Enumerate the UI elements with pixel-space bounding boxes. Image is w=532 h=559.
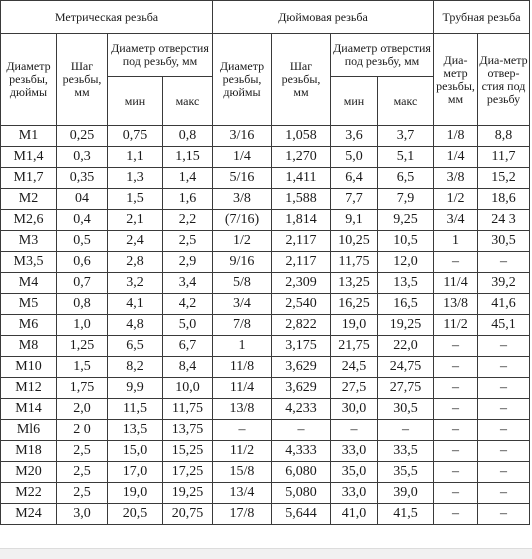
pipe-diameter-cell: –	[434, 399, 478, 420]
pipe-diameter-cell: –	[434, 441, 478, 462]
inch-diameter-cell: 3/16	[213, 126, 272, 147]
inch-hole-max-cell: –	[378, 420, 434, 441]
inch-hole-min-cell: 5,0	[331, 147, 378, 168]
inch-hole-max-cell: 24,75	[378, 357, 434, 378]
pipe-diameter-cell: 3/4	[434, 210, 478, 231]
inch-hole-min-cell: 27,5	[331, 378, 378, 399]
metric-diameter-cell: Мl6	[1, 420, 57, 441]
metric-hole-max-cell: 15,25	[163, 441, 213, 462]
metric-hole-max-cell: 1,4	[163, 168, 213, 189]
pipe-diameter-cell: 11/4	[434, 273, 478, 294]
metric-hole-min-cell: 3,2	[108, 273, 163, 294]
metric-thread-group-header: Метрическая резьба	[1, 1, 213, 34]
pipe-diameter-cell: –	[434, 252, 478, 273]
metric-diameter-cell: М1,4	[1, 147, 57, 168]
pipe-hole-diameter-cell: –	[478, 336, 530, 357]
inch-hole-min-cell: 9,1	[331, 210, 378, 231]
metric-pitch-cell: 1,5	[57, 357, 108, 378]
table-row	[1, 483, 530, 504]
inch-pitch-cell: 1,588	[272, 189, 331, 210]
metric-diameter-cell: М10	[1, 357, 57, 378]
thread-table-body	[1, 126, 530, 525]
table-row	[1, 336, 530, 357]
inch-hole-min-cell: 11,75	[331, 252, 378, 273]
metric-hole-min-cell: 4,1	[108, 294, 163, 315]
metric-hole-max-cell: 8,4	[163, 357, 213, 378]
metric-hole-max-cell: 2,9	[163, 252, 213, 273]
inch-hole-diameter-header: Диаметр отверстия под резьбу, мм	[331, 34, 434, 77]
metric-pitch-cell: 2 0	[57, 420, 108, 441]
inch-hole-min-cell: 24,5	[331, 357, 378, 378]
inch-diameter-cell: 1	[213, 336, 272, 357]
metric-hole-max-cell: 17,25	[163, 462, 213, 483]
metric-hole-min-cell: 1,1	[108, 147, 163, 168]
pipe-diameter-cell: –	[434, 336, 478, 357]
inch-hole-max-cell: 5,1	[378, 147, 434, 168]
inch-hole-max-cell: 19,25	[378, 315, 434, 336]
pipe-diameter-cell: –	[434, 483, 478, 504]
inch-diameter-cell: 5/16	[213, 168, 272, 189]
inch-hole-max-cell: 39,0	[378, 483, 434, 504]
pipe-diameter-cell: 13/8	[434, 294, 478, 315]
inch-hole-max-cell: 30,5	[378, 399, 434, 420]
inch-diameter-header: Диаметр резьбы, дюймы	[213, 34, 272, 126]
inch-diameter-cell: 9/16	[213, 252, 272, 273]
inch-pitch-cell: 6,080	[272, 462, 331, 483]
table-row	[1, 210, 530, 231]
metric-hole-max-cell: 20,75	[163, 504, 213, 525]
pipe-diameter-cell: –	[434, 504, 478, 525]
pipe-hole-diameter-cell: 8,8	[478, 126, 530, 147]
inch-pitch-cell: 2,309	[272, 273, 331, 294]
inch-hole-max-cell: 9,25	[378, 210, 434, 231]
pipe-diameter-header: Диа-метр резьбы, мм	[434, 34, 478, 126]
inch-hole-min-cell: 7,7	[331, 189, 378, 210]
pipe-hole-diameter-cell: –	[478, 420, 530, 441]
inch-diameter-cell: 13/8	[213, 399, 272, 420]
inch-pitch-cell: 1,270	[272, 147, 331, 168]
metric-hole-max-cell: 1,15	[163, 147, 213, 168]
metric-hole-min-cell: 2,8	[108, 252, 163, 273]
inch-hole-min-cell: 10,25	[331, 231, 378, 252]
inch-hole-min-cell: 16,25	[331, 294, 378, 315]
metric-hole-min-cell: 17,0	[108, 462, 163, 483]
metric-diameter-cell: М8	[1, 336, 57, 357]
pipe-hole-diameter-header: Диа-метр отвер-стия под резьбу	[478, 34, 530, 126]
table-row	[1, 252, 530, 273]
inch-pitch-cell: 1,411	[272, 168, 331, 189]
pipe-hole-diameter-cell: –	[478, 357, 530, 378]
inch-hole-min-cell: 3,6	[331, 126, 378, 147]
metric-diameter-cell: М3	[1, 231, 57, 252]
table-row	[1, 273, 530, 294]
metric-pitch-cell: 0,5	[57, 231, 108, 252]
metric-pitch-cell: 0,3	[57, 147, 108, 168]
inch-pitch-header: Шаг резьбы, мм	[272, 34, 331, 126]
inch-pitch-cell: 2,117	[272, 252, 331, 273]
inch-hole-max-cell: 12,0	[378, 252, 434, 273]
metric-hole-max-cell: 2,2	[163, 210, 213, 231]
pipe-hole-diameter-cell: 15,2	[478, 168, 530, 189]
inch-hole-min-cell: –	[331, 420, 378, 441]
inch-pitch-cell: 1,814	[272, 210, 331, 231]
metric-diameter-cell: М12	[1, 378, 57, 399]
metric-diameter-cell: М5	[1, 294, 57, 315]
metric-hole-min-cell: 2,4	[108, 231, 163, 252]
pipe-diameter-cell: –	[434, 420, 478, 441]
inch-hole-max-cell: 6,5	[378, 168, 434, 189]
metric-pitch-cell: 1,75	[57, 378, 108, 399]
metric-pitch-cell: 2,0	[57, 399, 108, 420]
metric-hole-max-cell: 0,8	[163, 126, 213, 147]
inch-hole-min-cell: 13,25	[331, 273, 378, 294]
inch-hole-min-header: мин	[331, 77, 378, 126]
metric-diameter-cell: М1	[1, 126, 57, 147]
table-row	[1, 357, 530, 378]
table-row	[1, 189, 530, 210]
inch-diameter-cell: 5/8	[213, 273, 272, 294]
pipe-thread-group-header: Трубная резьба	[434, 1, 530, 34]
inch-pitch-cell: 5,080	[272, 483, 331, 504]
metric-hole-min-cell: 6,5	[108, 336, 163, 357]
metric-hole-min-cell: 11,5	[108, 399, 163, 420]
pipe-hole-diameter-cell: 45,1	[478, 315, 530, 336]
table-row	[1, 168, 530, 189]
inch-hole-min-cell: 6,4	[331, 168, 378, 189]
metric-diameter-cell: М14	[1, 399, 57, 420]
page-footer-strip	[0, 548, 532, 559]
inch-hole-max-cell: 41,5	[378, 504, 434, 525]
inch-diameter-cell: 15/8	[213, 462, 272, 483]
inch-hole-min-cell: 30,0	[331, 399, 378, 420]
inch-hole-min-cell: 33,0	[331, 483, 378, 504]
pipe-hole-diameter-cell: 30,5	[478, 231, 530, 252]
inch-hole-min-cell: 19,0	[331, 315, 378, 336]
metric-hole-min-cell: 15,0	[108, 441, 163, 462]
metric-diameter-cell: М4	[1, 273, 57, 294]
metric-hole-max-cell: 13,75	[163, 420, 213, 441]
inch-diameter-cell: 1/4	[213, 147, 272, 168]
pipe-hole-diameter-cell: 41,6	[478, 294, 530, 315]
inch-diameter-cell: (7/16)	[213, 210, 272, 231]
metric-diameter-cell: М3,5	[1, 252, 57, 273]
metric-hole-min-cell: 20,5	[108, 504, 163, 525]
inch-hole-max-cell: 7,9	[378, 189, 434, 210]
inch-hole-max-cell: 3,7	[378, 126, 434, 147]
inch-pitch-cell: 2,540	[272, 294, 331, 315]
metric-pitch-cell: 0,25	[57, 126, 108, 147]
pipe-hole-diameter-cell: 39,2	[478, 273, 530, 294]
pipe-hole-diameter-cell: 24 3	[478, 210, 530, 231]
metric-pitch-cell: 04	[57, 189, 108, 210]
metric-diameter-header: Диаметр резьбы, дюймы	[1, 34, 57, 126]
inch-diameter-cell: 11/4	[213, 378, 272, 399]
metric-hole-max-cell: 6,7	[163, 336, 213, 357]
inch-diameter-cell: 11/8	[213, 357, 272, 378]
metric-pitch-cell: 2,5	[57, 462, 108, 483]
inch-hole-max-cell: 16,5	[378, 294, 434, 315]
metric-hole-min-header: мин	[108, 77, 163, 126]
pipe-diameter-cell: –	[434, 462, 478, 483]
inch-pitch-cell: 3,629	[272, 357, 331, 378]
inch-diameter-cell: –	[213, 420, 272, 441]
pipe-diameter-cell: 1/4	[434, 147, 478, 168]
metric-hole-min-cell: 19,0	[108, 483, 163, 504]
metric-diameter-cell: М6	[1, 315, 57, 336]
inch-hole-min-cell: 33,0	[331, 441, 378, 462]
inch-diameter-cell: 17/8	[213, 504, 272, 525]
inch-diameter-cell: 1/2	[213, 231, 272, 252]
inch-diameter-cell: 13/4	[213, 483, 272, 504]
metric-hole-min-cell: 8,2	[108, 357, 163, 378]
inch-diameter-cell: 3/4	[213, 294, 272, 315]
pipe-hole-diameter-cell: –	[478, 252, 530, 273]
table-row	[1, 315, 530, 336]
pipe-diameter-cell: 3/8	[434, 168, 478, 189]
pipe-diameter-cell: 1/2	[434, 189, 478, 210]
inch-hole-max-cell: 22,0	[378, 336, 434, 357]
metric-pitch-cell: 0,35	[57, 168, 108, 189]
inch-hole-max-cell: 33,5	[378, 441, 434, 462]
metric-pitch-cell: 2,5	[57, 441, 108, 462]
inch-pitch-cell: 3,629	[272, 378, 331, 399]
inch-hole-min-cell: 35,0	[331, 462, 378, 483]
inch-hole-max-cell: 35,5	[378, 462, 434, 483]
pipe-hole-diameter-cell: –	[478, 504, 530, 525]
metric-hole-min-cell: 9,9	[108, 378, 163, 399]
metric-hole-max-cell: 3,4	[163, 273, 213, 294]
table-row	[1, 504, 530, 525]
pipe-diameter-cell: 1	[434, 231, 478, 252]
metric-hole-max-cell: 4,2	[163, 294, 213, 315]
metric-hole-min-cell: 0,75	[108, 126, 163, 147]
metric-pitch-cell: 0,6	[57, 252, 108, 273]
metric-hole-max-cell: 10,0	[163, 378, 213, 399]
inch-pitch-cell: 2,822	[272, 315, 331, 336]
metric-hole-max-cell: 11,75	[163, 399, 213, 420]
inch-hole-min-cell: 21,75	[331, 336, 378, 357]
pipe-hole-diameter-cell: –	[478, 441, 530, 462]
metric-hole-max-cell: 19,25	[163, 483, 213, 504]
metric-hole-max-cell: 5,0	[163, 315, 213, 336]
metric-hole-min-cell: 2,1	[108, 210, 163, 231]
pipe-hole-diameter-cell: –	[478, 462, 530, 483]
inch-pitch-cell: –	[272, 420, 331, 441]
metric-pitch-cell: 0,7	[57, 273, 108, 294]
pipe-hole-diameter-cell: –	[478, 483, 530, 504]
pipe-hole-diameter-cell: –	[478, 378, 530, 399]
table-row	[1, 399, 530, 420]
metric-hole-max-cell: 2,5	[163, 231, 213, 252]
inch-hole-max-cell: 27,75	[378, 378, 434, 399]
metric-diameter-cell: М20	[1, 462, 57, 483]
pipe-diameter-cell: 1/8	[434, 126, 478, 147]
table-row	[1, 147, 530, 168]
inch-hole-max-cell: 13,5	[378, 273, 434, 294]
inch-diameter-cell: 11/2	[213, 441, 272, 462]
inch-diameter-cell: 7/8	[213, 315, 272, 336]
metric-diameter-cell: М18	[1, 441, 57, 462]
inch-pitch-cell: 5,644	[272, 504, 331, 525]
metric-hole-min-cell: 1,3	[108, 168, 163, 189]
inch-pitch-cell: 3,175	[272, 336, 331, 357]
metric-pitch-cell: 0,8	[57, 294, 108, 315]
pipe-diameter-cell: –	[434, 357, 478, 378]
metric-diameter-cell: М1,7	[1, 168, 57, 189]
metric-hole-diameter-header: Диаметр отверстия под резьбу, мм	[108, 34, 213, 77]
metric-hole-min-cell: 4,8	[108, 315, 163, 336]
metric-pitch-header: Шаг резьбы, мм	[57, 34, 108, 126]
inch-pitch-cell: 4,333	[272, 441, 331, 462]
table-row	[1, 462, 530, 483]
inch-pitch-cell: 2,117	[272, 231, 331, 252]
metric-diameter-cell: М2	[1, 189, 57, 210]
metric-hole-max-header: макс	[163, 77, 213, 126]
table-row	[1, 441, 530, 462]
inch-diameter-cell: 3/8	[213, 189, 272, 210]
metric-hole-min-cell: 13,5	[108, 420, 163, 441]
metric-pitch-cell: 3,0	[57, 504, 108, 525]
inch-pitch-cell: 1,058	[272, 126, 331, 147]
inch-hole-max-header: макс	[378, 77, 434, 126]
table-row	[1, 126, 530, 147]
pipe-diameter-cell: 11/2	[434, 315, 478, 336]
metric-pitch-cell: 2,5	[57, 483, 108, 504]
metric-diameter-cell: М2,6	[1, 210, 57, 231]
table-row	[1, 231, 530, 252]
inch-thread-group-header: Дюймовая резьба	[213, 1, 434, 34]
pipe-diameter-cell: –	[434, 378, 478, 399]
inch-pitch-cell: 4,233	[272, 399, 331, 420]
metric-pitch-cell: 1,0	[57, 315, 108, 336]
table-row	[1, 420, 530, 441]
pipe-hole-diameter-cell: 11,7	[478, 147, 530, 168]
pipe-hole-diameter-cell: –	[478, 399, 530, 420]
metric-pitch-cell: 1,25	[57, 336, 108, 357]
metric-hole-min-cell: 1,5	[108, 189, 163, 210]
inch-hole-min-cell: 41,0	[331, 504, 378, 525]
metric-pitch-cell: 0,4	[57, 210, 108, 231]
pipe-hole-diameter-cell: 18,6	[478, 189, 530, 210]
inch-hole-max-cell: 10,5	[378, 231, 434, 252]
table-row	[1, 378, 530, 399]
metric-hole-max-cell: 1,6	[163, 189, 213, 210]
metric-diameter-cell: М24	[1, 504, 57, 525]
metric-diameter-cell: М22	[1, 483, 57, 504]
table-row	[1, 294, 530, 315]
